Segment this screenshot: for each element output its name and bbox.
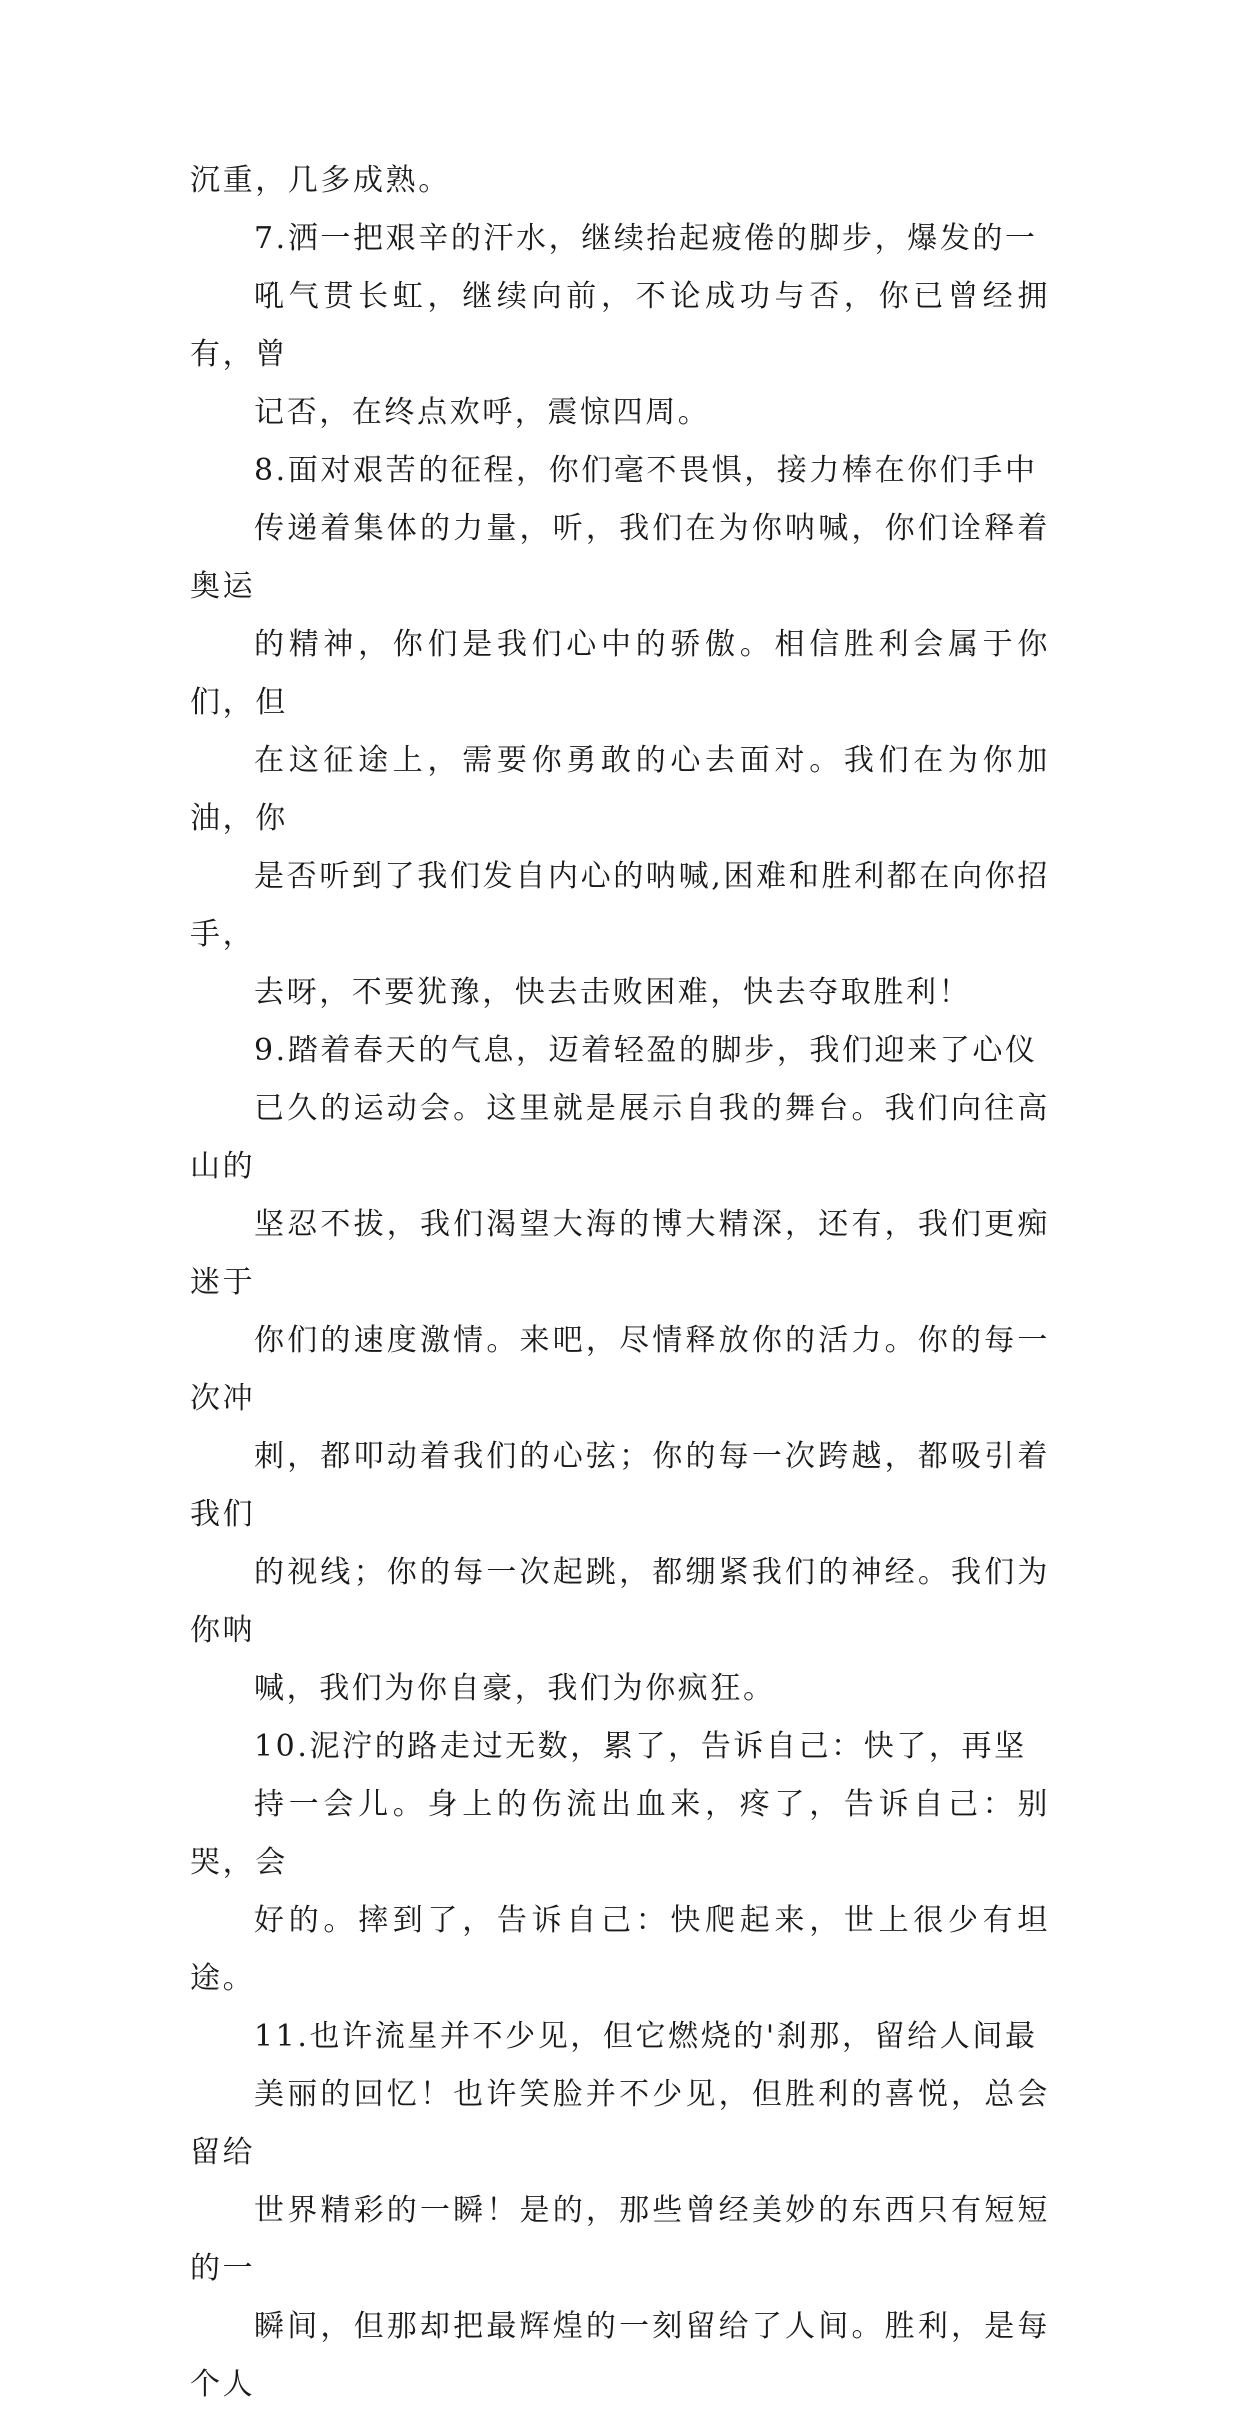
text-line: 喊，我们为你自豪，我们为你疯狂。 [254, 1671, 776, 1706]
paragraph-7 [190, 210, 1050, 442]
text-line: 11.也许流星并不少见，但它燃烧的'刹那，留给人间最 [254, 2019, 1038, 2054]
text-line: 好的。摔到了，告诉自己：快爬起来，世上很少有坦途。 [190, 1903, 1050, 1996]
text-line: 坚忍不拔，我们渴望大海的博大精深，还有，我们更痴迷于 [190, 1207, 1050, 1300]
text-line: 已久的运动会。这里就是展示自我的舞台。我们向往高山的 [190, 1091, 1050, 1184]
paragraph-10 [190, 1718, 1050, 2008]
text-line: 世界精彩的一瞬！是的，那些曾经美妙的东西只有短短的一 [190, 2193, 1050, 2286]
text-line: 7.洒一把艰辛的汗水，继续抬起疲倦的脚步，爆发的一 [254, 221, 1038, 256]
text-line: 去呀，不要犹豫，快去击败困难，快去夺取胜利！ [254, 975, 972, 1010]
text-line: 刺，都叩动着我们的心弦；你的每一次跨越，都吸引着我们 [190, 1439, 1050, 1532]
text-line: 沉重，几多成熟。 [190, 163, 451, 198]
text-line: 8.面对艰苦的征程，你们毫不畏惧，接力棒在你们手中 [254, 453, 1038, 488]
text-line: 持一会儿。身上的伤流出血来，疼了，告诉自己：别哭，会 [190, 1787, 1050, 1880]
paragraph-9 [190, 1022, 1050, 1718]
text-line: 的精神，你们是我们心中的骄傲。相信胜利会属于你们，但 [190, 627, 1050, 720]
text-line: 瞬间，但那却把最辉煌的一刻留给了人间。胜利，是每个人 [190, 2309, 1050, 2402]
text-line: 吼气贯长虹，继续向前，不论成功与否，你已曾经拥有，曾 [190, 279, 1050, 372]
paragraph-continuation [190, 152, 1050, 210]
text-line: 你们的速度激情。来吧，尽情释放你的活力。你的每一次冲 [190, 1323, 1050, 1416]
text-line: 在这征途上，需要你勇敢的心去面对。我们在为你加油，你 [190, 743, 1050, 836]
text-line: 传递着集体的力量，听，我们在为你呐喊，你们诠释着奥运 [190, 511, 1050, 604]
paragraph-8 [190, 442, 1050, 1022]
text-line: 9.踏着春天的气息，迈着轻盈的脚步，我们迎来了心仪 [254, 1033, 1038, 1068]
text-line: 是否听到了我们发自内心的呐喊,困难和胜利都在向你招手， [190, 859, 1050, 952]
text-line: 美丽的回忆！也许笑脸并不少见，但胜利的喜悦，总会留给 [190, 2077, 1050, 2170]
paragraph-11 [190, 2008, 1050, 2414]
text-line: 10.泥泞的路走过无数，累了，告诉自己：快了，再坚 [254, 1729, 1027, 1764]
document-page [190, 152, 1050, 2414]
text-line: 的视线；你的每一次起跳，都绷紧我们的神经。我们为你呐 [190, 1555, 1050, 1648]
text-line: 记否，在终点欢呼，震惊四周。 [254, 395, 711, 430]
